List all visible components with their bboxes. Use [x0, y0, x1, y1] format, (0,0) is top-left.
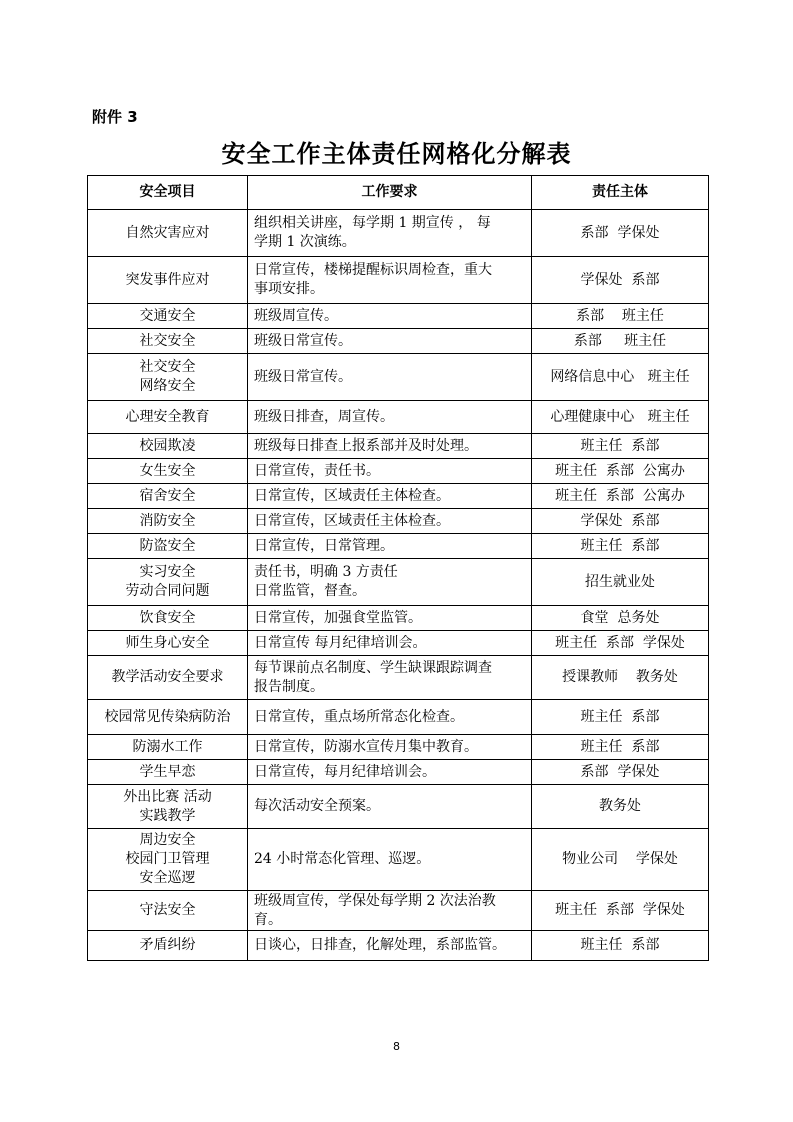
cell-work-requirement: 日常宣传，楼梯提醒标识周检查，重大 事项安排。 [248, 257, 532, 304]
table-row [88, 534, 709, 559]
cell-work-requirement: 组织相关讲座，每学期 1 期宣传 ， 每 学期 1 次演练。 [248, 210, 532, 257]
table-row [88, 606, 709, 631]
cell-work-requirement: 班级每日排查上报系部并及时处理。 [248, 434, 532, 459]
cell-work-requirement: 班级日常宣传。 [248, 354, 532, 401]
table-row [88, 459, 709, 484]
cell-work-requirement: 日谈心，日排查，化解处理，系部监管。 [248, 931, 532, 961]
cell-work-requirement: 日常宣传，每月纪律培训会。 [248, 760, 532, 785]
table-row [88, 931, 709, 961]
cell-safety-item: 饮食安全 [88, 606, 248, 631]
cell-work-requirement: 24 小时常态化管理、巡逻。 [248, 829, 532, 891]
responsibility-table [87, 175, 709, 961]
cell-safety-item: 实习安全 劳动合同问题 [88, 559, 248, 606]
cell-work-requirement: 每次活动安全预案。 [248, 785, 532, 829]
header-responsible-party: 责任主体 [532, 176, 709, 210]
cell-safety-item: 突发事件应对 [88, 257, 248, 304]
cell-safety-item: 社交安全 网络安全 [88, 354, 248, 401]
cell-safety-item: 消防安全 [88, 509, 248, 534]
cell-work-requirement: 日常宣传，责任书。 [248, 459, 532, 484]
cell-responsible-party: 班主任 系部 [532, 735, 709, 760]
cell-work-requirement: 日常宣传，防溺水宣传月集中教育。 [248, 735, 532, 760]
cell-responsible-party: 班主任 系部 公寓办 [532, 459, 709, 484]
header-safety-item: 安全项目 [88, 176, 248, 210]
cell-responsible-party: 招生就业处 [532, 559, 709, 606]
table-row [88, 484, 709, 509]
table-row [88, 401, 709, 434]
table-header-row [88, 176, 709, 210]
cell-work-requirement: 责任书，明确 3 方责任 日常监管，督查。 [248, 559, 532, 606]
cell-work-requirement: 班级日排查，周宣传。 [248, 401, 532, 434]
cell-responsible-party: 班主任 系部 公寓办 [532, 484, 709, 509]
table-row [88, 829, 709, 891]
cell-work-requirement: 日常宣传 每月纪律培训会。 [248, 631, 532, 656]
cell-responsible-party: 网络信息中心 班主任 [532, 354, 709, 401]
cell-responsible-party: 系部 学保处 [532, 760, 709, 785]
table-row [88, 257, 709, 304]
page-number: 8 [393, 1040, 400, 1053]
cell-responsible-party: 授课教师 教务处 [532, 656, 709, 700]
cell-safety-item: 周边安全 校园门卫管理 安全巡逻 [88, 829, 248, 891]
cell-responsible-party: 班主任 系部 [532, 931, 709, 961]
cell-safety-item: 防盗安全 [88, 534, 248, 559]
cell-safety-item: 交通安全 [88, 304, 248, 329]
cell-work-requirement: 日常宣传，加强食堂监管。 [248, 606, 532, 631]
cell-responsible-party: 班主任 系部 学保处 [532, 631, 709, 656]
table-row [88, 735, 709, 760]
cell-responsible-party: 学保处 系部 [532, 509, 709, 534]
table-row [88, 354, 709, 401]
cell-safety-item: 自然灾害应对 [88, 210, 248, 257]
cell-safety-item: 外出比赛 活动 实践教学 [88, 785, 248, 829]
cell-responsible-party: 班主任 系部 [532, 700, 709, 735]
cell-responsible-party: 心理健康中心 班主任 [532, 401, 709, 434]
cell-responsible-party: 食堂 总务处 [532, 606, 709, 631]
table-body [88, 210, 709, 961]
annex-label: 附件 3 [92, 108, 138, 126]
cell-safety-item: 防溺水工作 [88, 735, 248, 760]
cell-responsible-party: 学保处 系部 [532, 257, 709, 304]
table-row [88, 631, 709, 656]
cell-work-requirement: 班级周宣传。 [248, 304, 532, 329]
cell-safety-item: 学生早恋 [88, 760, 248, 785]
cell-safety-item: 校园常见传染病防治 [88, 700, 248, 735]
cell-safety-item: 师生身心安全 [88, 631, 248, 656]
table-row [88, 329, 709, 354]
cell-safety-item: 守法安全 [88, 891, 248, 931]
table-row [88, 304, 709, 329]
cell-responsible-party: 教务处 [532, 785, 709, 829]
cell-safety-item: 心理安全教育 [88, 401, 248, 434]
table-row [88, 210, 709, 257]
header-work-requirement: 工作要求 [248, 176, 532, 210]
cell-safety-item: 女生安全 [88, 459, 248, 484]
table-row [88, 891, 709, 931]
cell-responsible-party: 系部 班主任 [532, 329, 709, 354]
table-row [88, 760, 709, 785]
cell-responsible-party: 系部 学保处 [532, 210, 709, 257]
table-row [88, 559, 709, 606]
cell-responsible-party: 班主任 系部 [532, 534, 709, 559]
cell-safety-item: 社交安全 [88, 329, 248, 354]
table-row [88, 700, 709, 735]
table-row [88, 785, 709, 829]
cell-safety-item: 矛盾纠纷 [88, 931, 248, 961]
cell-safety-item: 宿舍安全 [88, 484, 248, 509]
cell-work-requirement: 班级周宣传，学保处每学期 2 次法治教 育。 [248, 891, 532, 931]
table-row [88, 509, 709, 534]
cell-work-requirement: 日常宣传，区域责任主体检查。 [248, 509, 532, 534]
cell-responsible-party: 班主任 系部 [532, 434, 709, 459]
cell-responsible-party: 班主任 系部 学保处 [532, 891, 709, 931]
cell-work-requirement: 日常宣传，日常管理。 [248, 534, 532, 559]
cell-work-requirement: 每节课前点名制度、学生缺课跟踪调查 报告制度。 [248, 656, 532, 700]
table-row [88, 656, 709, 700]
cell-work-requirement: 日常宣传，区域责任主体检查。 [248, 484, 532, 509]
cell-responsible-party: 系部 班主任 [532, 304, 709, 329]
page-title: 安全工作主体责任网格化分解表 [221, 139, 572, 168]
cell-safety-item: 校园欺凌 [88, 434, 248, 459]
cell-responsible-party: 物业公司 学保处 [532, 829, 709, 891]
cell-work-requirement: 日常宣传，重点场所常态化检查。 [248, 700, 532, 735]
cell-safety-item: 教学活动安全要求 [88, 656, 248, 700]
table-row [88, 434, 709, 459]
cell-work-requirement: 班级日常宣传。 [248, 329, 532, 354]
